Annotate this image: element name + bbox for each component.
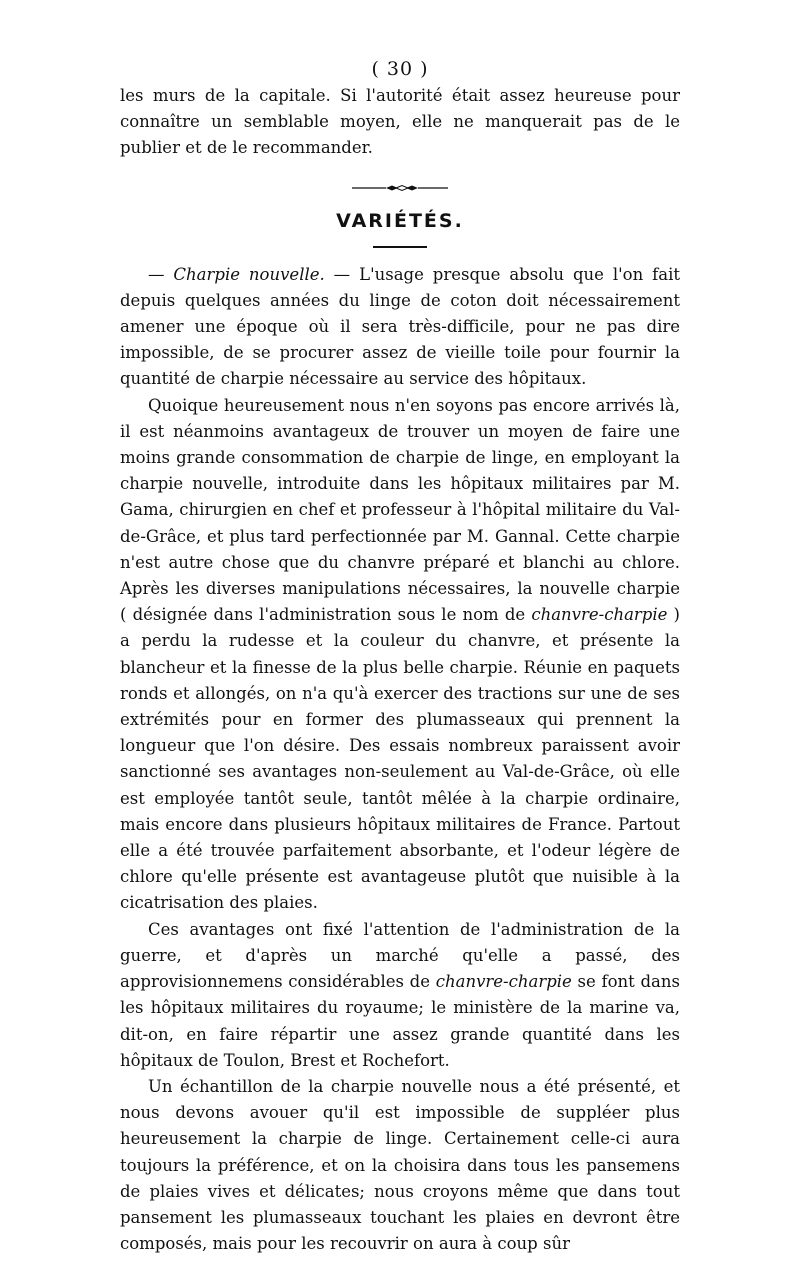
- paragraph-sample: Un échantillon de la charpie nouvelle nous a été présenté, et nous devons avouer qu'il est impossible de suppléer plus heureusement la charpie de linge. Certainement celle-ci aura toujours la préférence, et on la choisira dans tous les pansemens de plaies vives et délicates; nous croyons même que dans tout pansement les plumasseaux touchant les plaies en devront être composés, mais pour les recouvrir on aura à coup sûr: [120, 1076, 680, 1254]
- continuation-paragraph: les murs de la capitale. Si l'autorité était assez heureuse pour connaître un semblable moyen, elle ne manquerait pas de le publier et de le recommander.: [120, 86, 680, 158]
- term-chanvre-charpie: chanvre-charpie: [531, 605, 668, 625]
- heading-rule: [373, 246, 427, 248]
- article-title: Charpie nouvelle.: [173, 264, 325, 284]
- ornament-divider-icon: [350, 184, 450, 192]
- paragraph-3-part-1: Ces avantages ont fixé l'attention de l'administration de la guerre, et d'après un marché qu'elle a passé, des approvisionnemens considérables de: [120, 919, 680, 992]
- paragraph-2-part-1: Quoique heureusement nous n'en soyons pas encore arrivés là, il est néanmoins avantageux de trouver un moyen de faire une moins grande consommation de charpie de linge, en employant la charpie nouvelle, introduite dans les hôpitaux militaires par M. Gama, chirurgien en chef et professeur à l'hôpital militaire du Val-de-Grâce, et plus tard perfectionnée par M. Gannal. Cette charpie n'est autre chose que du chanvre préparé et blanchi au chlore. Après les diverses manipulations nécessaires, la nouvelle charpie ( désignée dans l'administration sous le nom de: [120, 395, 680, 625]
- article-title-dash: —: [324, 264, 360, 284]
- article-intro-paragraph: [120, 262, 680, 393]
- book-page: [120, 55, 680, 1257]
- section-heading: VARIÉTÉS.: [336, 209, 464, 232]
- article-intro-text: L'usage presque absolu que l'on fait depuis quelques années du linge de coton doit nécessairement amener une époque où il sera très-difficile, pour ne pas dire impossible, de se procurer assez de vieille toile pour fournir la quantité de charpie nécessaire au service des hôpitaux.: [120, 264, 680, 389]
- paragraph-administration: [120, 917, 680, 1074]
- paragraph-3-part-2: se font dans les hôpitaux militaires du royaume; le ministère de la marine va, dit-on, en faire répartir une assez grande quantité dans les hôpitaux de Toulon, Brest et Rochefort.: [120, 972, 680, 1070]
- paragraph-2-part-2: ) a perdu la rudesse et la couleur du chanvre, et présente la blancheur et la finesse de la plus belle charpie. Réunie en paquets ronds et allongés, on n'a qu'à exercer des tractions sur une de ses extrémités pour en former des plumasseaux qui prennent la longueur que l'on désire. Des essais nombreux paraissent avoir sanctionné ses avantages non-seulement au Val-de-Grâce, où elle est employée tantôt seule, tantôt mêlée à la charpie ordinaire, mais encore dans plusieurs hôpitaux militaires de France. Partout elle a été trouvée parfaitement absorbante, et l'odeur légère de chlore qu'elle présente est avantageuse plutôt que nuisible à la cicatrisation des plaies.: [120, 605, 680, 913]
- page-number: ( 30 ): [371, 58, 429, 80]
- term-chanvre-charpie: chanvre-charpie: [435, 972, 572, 992]
- article-dash: —: [148, 264, 174, 284]
- paragraph-charpie-description: [120, 393, 680, 917]
